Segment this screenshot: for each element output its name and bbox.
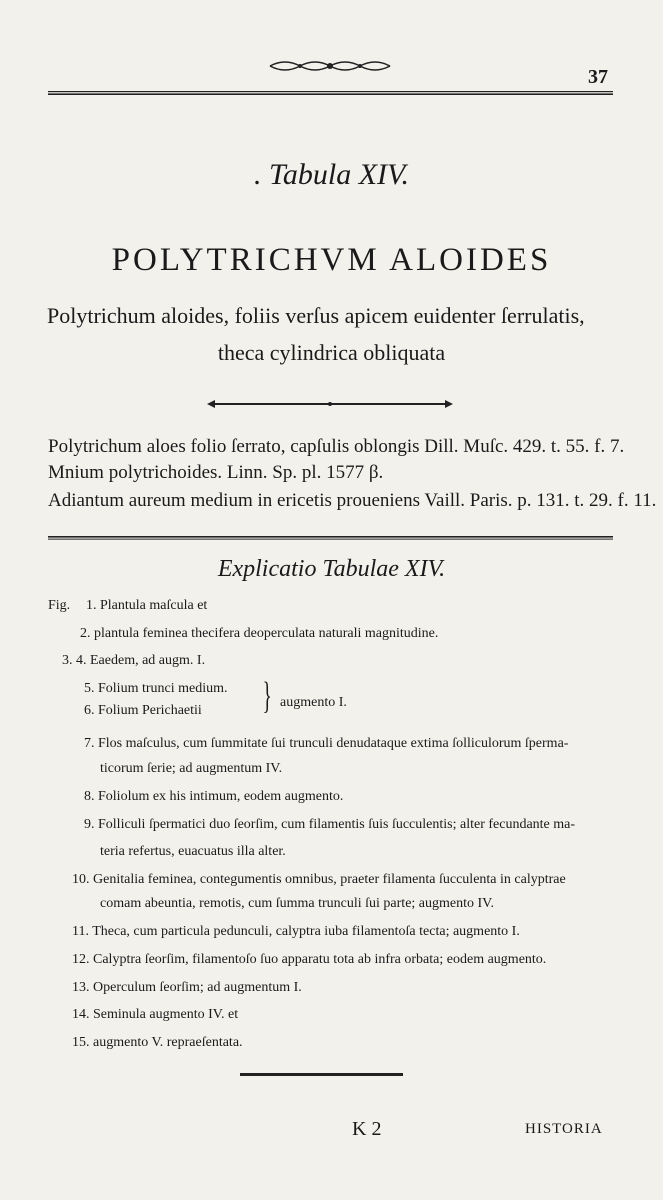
- figure-number: 3. 4.: [62, 653, 87, 668]
- figure-entry: [86, 598, 207, 614]
- figure-text: augmento V. repraeſentata.: [93, 1035, 243, 1050]
- figure-number: 8.: [84, 789, 95, 804]
- figure-text: Theca, cum particula pedunculi, calyptra iuba filamentoſa tecta; augmento I.: [92, 924, 520, 939]
- figure-number: 11.: [72, 924, 89, 939]
- page-number: 37: [588, 66, 608, 88]
- figure-entry: [84, 736, 568, 752]
- figure-entry: [80, 626, 438, 642]
- figure-number: 6.: [84, 703, 95, 718]
- figure-text: Eaedem, ad augm. I.: [90, 653, 206, 668]
- figure-entry: [72, 1035, 243, 1051]
- synonym-linnaeus: Mnium polytrichoides. Linn. Sp. pl. 1577 β.: [48, 462, 384, 483]
- figure-text: Folium trunci medium.: [98, 681, 228, 696]
- figure-text: Flos maſculus, cum ſummitate ſui trunculi denudataque extima ſolliculorum ſperma-: [98, 736, 569, 751]
- figure-number: 2.: [80, 626, 91, 641]
- figure-text: Plantula maſcula et: [100, 598, 208, 613]
- closing-rule: [240, 1073, 403, 1076]
- figure-continuation: comam abeuntia, remotis, cum ſumma trunculi ſui parte; augmento IV.: [100, 896, 494, 911]
- figure-entry: [84, 817, 575, 833]
- figure-entry: [72, 952, 546, 968]
- figure-text: Folium Perichaetii: [98, 703, 202, 718]
- figure-text: Folliculi ſpermatici duo ſeorſim, cum filamentis ſuis ſucculentis; alter fecundante ma-: [98, 817, 576, 832]
- figure-continuation: ticorum ſerie; ad augmentum IV.: [100, 761, 283, 776]
- catchword: HISTORIA: [525, 1121, 603, 1137]
- figure-number: 5.: [84, 681, 95, 696]
- figure-number: 1.: [86, 598, 97, 613]
- figure-text: Seminula augmento IV. et: [93, 1007, 239, 1022]
- fig-label: Fig.: [48, 598, 71, 613]
- figure-text: Foliolum ex his intimum, eodem augmento.: [98, 789, 344, 804]
- section-rule: [48, 536, 613, 540]
- figure-entry: [84, 703, 202, 719]
- figure-entry: [84, 681, 228, 697]
- figure-entry: [72, 1007, 238, 1023]
- figure-entry: [62, 653, 205, 669]
- figure-entry: [72, 980, 302, 996]
- plate-heading: . Tabula XIV.: [253, 158, 410, 191]
- figure-number: 15.: [72, 1035, 90, 1050]
- figure-entry: [84, 789, 343, 805]
- figure-number: 9.: [84, 817, 95, 832]
- header-ornament: [265, 58, 395, 74]
- figure-number: 14.: [72, 1007, 90, 1022]
- figure-text: plantula feminea thecifera deoperculata naturali magnitudine.: [94, 626, 439, 641]
- figure-number: 13.: [72, 980, 90, 995]
- section-ornament: [205, 397, 455, 411]
- grouping-brace: }: [262, 675, 272, 717]
- figure-number: 7.: [84, 736, 95, 751]
- diagnosis-line-2: theca cylindrica obliquata: [217, 340, 446, 365]
- signature-mark: K 2: [352, 1118, 382, 1140]
- explicatio-heading: Explicatio Tabulae XIV.: [217, 556, 446, 582]
- figure-text: Genitalia feminea, contegumentis omnibus, praeter filamenta ſucculenta in calyptrae: [93, 872, 566, 887]
- figure-entry: [72, 872, 566, 888]
- figure-text: Calyptra ſeorſim, filamentoſo ſuo apparatu tota ab infra orbata; eodem augmento.: [93, 952, 547, 967]
- brace-augmento-label: augmento I.: [280, 695, 347, 710]
- figure-entry: [72, 924, 520, 940]
- synonym-dillenius: Polytrichum aloes folio ſerrato, capſulis oblongis Dill. Muſc. 429. t. 55. f. 7.: [48, 436, 625, 457]
- figure-continuation: teria refertus, euacuatus illa alter.: [100, 844, 286, 859]
- species-title: POLYTRICHVM ALOIDES: [111, 242, 552, 278]
- header-rule: [48, 91, 613, 95]
- figure-number: 12.: [72, 952, 90, 967]
- figure-text: Operculum ſeorſim; ad augmentum I.: [93, 980, 302, 995]
- diagnosis-line-1: Polytrichum aloides, foliis verſus apicem euidenter ſerrulatis,: [47, 303, 585, 328]
- synonym-vaillant: Adiantum aureum medium in ericetis proueniens Vaill. Paris. p. 131. t. 29. f. 11.: [48, 490, 657, 511]
- figure-number: 10.: [72, 872, 90, 887]
